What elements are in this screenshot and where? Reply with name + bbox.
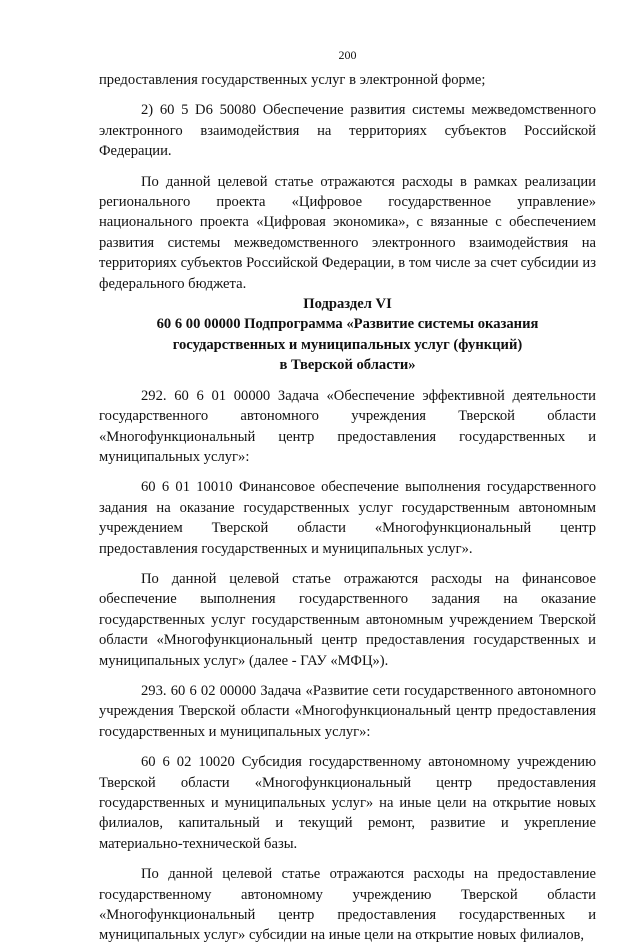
- paragraph-item-2: 2) 60 5 D6 50080 Обеспечение развития системы межведомственного электронного взаимодействия на территориях субъектов Российской Федерации.: [99, 102, 596, 160]
- subsection-heading-line: государственных и муниципальных услуг (функций): [172, 336, 523, 353]
- paragraph-task-293: 293. 60 6 02 00000 Задача «Развитие сети государственного автономного учреждения Тверской области «Многофункциональный центр предоставления государственных и муниципальных услуг»:: [99, 682, 596, 740]
- subsection-heading-line: в Тверской области»: [279, 357, 416, 374]
- paragraph-description: По данной целевой статье отражаются расходы на предоставление государственному автономному учреждению Тверской области «Многофункциональный центр предоставления государственных и муниципальных услуг» субсидии на иные цели на открытие новых филиалов,: [99, 866, 596, 944]
- paragraph-task-292: 292. 60 6 01 00000 Задача «Обеспечение эффективной деятельности государственного автономного учреждения Тверской области «Многофункциональный центр предоставления государственных и муниципальных услуг»:: [99, 387, 596, 465]
- subsection-heading-line: 60 6 00 00000 Подпрограмма «Развитие системы оказания: [156, 316, 539, 333]
- document-body: [99, 70, 596, 946]
- subsection-heading-line: Подраздел VI: [303, 296, 392, 313]
- paragraph-continuation: предоставления государственных услуг в электронной форме;: [99, 72, 486, 88]
- paragraph-description: По данной целевой статье отражаются расходы в рамках реализации регионального проекта «Цифровое государственное управление» национального проекта «Цифровая экономика», с вязанные с обеспечением развития системы межведомственного электронного взаимодействия на территориях субъектов Российской Федерации, в том числе за счет субсидии из федерального бюджета.: [99, 173, 596, 292]
- paragraph-article-60-6-01-10010: 60 6 01 10010 Финансовое обеспечение выполнения государственного задания на оказание государственных услуг государственным автономным учреждением Тверской области «Многофункциональный центр предоставления государственных и муниципальных услуг».: [99, 479, 596, 557]
- subsection-heading: [99, 294, 596, 376]
- paragraph-description: По данной целевой статье отражаются расходы на финансовое обеспечение выполнения государственного задания на оказание государственных услуг государственным автономным учреждением Тверской области «Многофункциональный центр предоставления государственных и муниципальных услуг» (далее - ГАУ «МФЦ»).: [99, 570, 596, 669]
- paragraph-article-60-6-02-10020: 60 6 02 10020 Субсидия государственному автономному учреждению Тверской области «Многофункциональный центр предоставления государственных и муниципальных услуг» на иные цели на открытие новых филиалов, капитальный и текущий ремонт, развитие и укрепление материально-технической базы.: [99, 754, 596, 852]
- page-number: 200: [338, 48, 357, 62]
